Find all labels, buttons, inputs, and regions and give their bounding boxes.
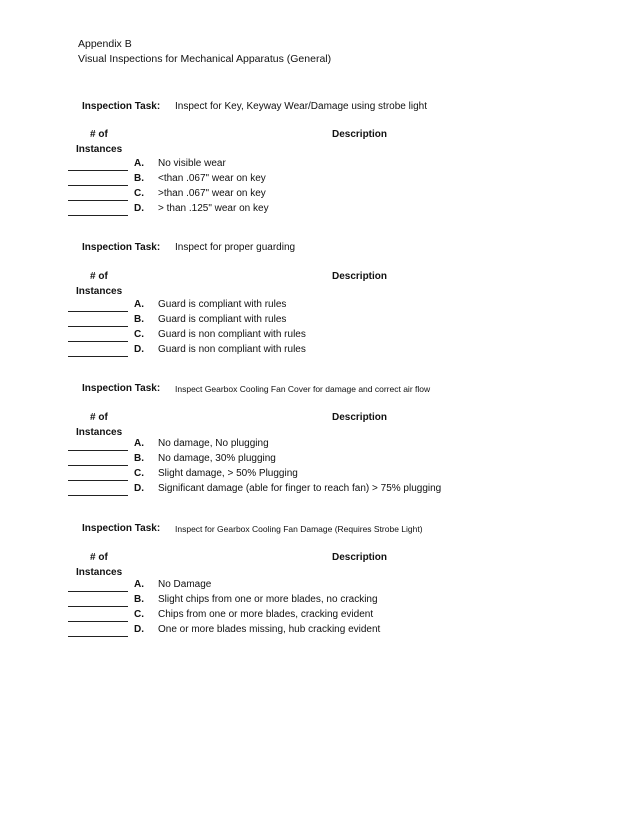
instance-count-blank[interactable] (68, 636, 128, 637)
option-text: <than .067" wear on key (158, 173, 266, 184)
instance-count-blank[interactable] (68, 185, 128, 186)
instance-count-blank[interactable] (68, 495, 128, 496)
option-text: No damage, 30% plugging (158, 453, 276, 464)
instance-count-blank[interactable] (68, 591, 128, 592)
option-text: Slight chips from one or more blades, no cracking (158, 594, 378, 605)
num-of-header: # of (90, 552, 108, 563)
option-letter: B. (134, 173, 144, 184)
num-of-header: # of (90, 129, 108, 140)
option-text: Guard is non compliant with rules (158, 329, 306, 340)
option-letter: D. (134, 624, 144, 635)
option-text: Slight damage, > 50% Plugging (158, 468, 298, 479)
option-text: >than .067" wear on key (158, 188, 266, 199)
option-text: > than .125" wear on key (158, 203, 269, 214)
instances-header: Instances (76, 144, 123, 155)
option-text: Chips from one or more blades, cracking evident (158, 609, 374, 620)
option-letter: D. (134, 483, 144, 494)
appendix-title: Appendix B (78, 38, 132, 50)
list-item (0, 158, 638, 173)
option-letter: C. (134, 329, 144, 340)
list-item (0, 344, 638, 359)
description-header: Description (332, 129, 388, 140)
document-title: Visual Inspections for Mechanical Apparatus (General) (78, 53, 332, 65)
option-text: No visible wear (158, 158, 226, 169)
list-item (0, 173, 638, 188)
description-header: Description (332, 271, 388, 282)
list-item (0, 624, 638, 639)
instance-count-blank[interactable] (68, 606, 128, 607)
option-letter: B. (134, 314, 144, 325)
task-description: Inspect Gearbox Cooling Fan Cover for damage and correct air flow (175, 384, 431, 394)
instance-count-blank[interactable] (68, 215, 128, 216)
num-of-header: # of (90, 412, 108, 423)
option-letter: C. (134, 609, 144, 620)
option-text: Guard is non compliant with rules (158, 344, 306, 355)
task-description: Inspect for Gearbox Cooling Fan Damage (Requires Strobe Light) (175, 524, 423, 534)
list-item (0, 438, 638, 453)
instance-count-blank[interactable] (68, 356, 128, 357)
instance-count-blank[interactable] (68, 341, 128, 342)
list-item (0, 609, 638, 624)
list-item (0, 483, 638, 498)
instance-count-blank[interactable] (68, 311, 128, 312)
option-letter: D. (134, 203, 144, 214)
task-label: Inspection Task: (82, 242, 161, 253)
task-label: Inspection Task: (82, 383, 161, 394)
option-letter: A. (134, 299, 144, 310)
list-item (0, 594, 638, 609)
instance-count-blank[interactable] (68, 200, 128, 201)
option-text: One or more blades missing, hub cracking evident (158, 624, 381, 635)
option-letter: B. (134, 453, 144, 464)
option-text: Guard is compliant with rules (158, 299, 287, 310)
list-item (0, 314, 638, 329)
document-header (78, 37, 331, 67)
option-letter: A. (134, 438, 144, 449)
instances-header: Instances (76, 427, 123, 438)
task-description: Inspect for proper guarding (175, 242, 296, 253)
option-letter: C. (134, 188, 144, 199)
list-item (0, 579, 638, 594)
instances-header: Instances (76, 286, 123, 297)
option-letter: B. (134, 594, 144, 605)
instance-count-blank[interactable] (68, 621, 128, 622)
list-item (0, 299, 638, 314)
description-header: Description (332, 552, 388, 563)
task-label: Inspection Task: (82, 101, 161, 112)
instance-count-blank[interactable] (68, 465, 128, 466)
instance-count-blank[interactable] (68, 480, 128, 481)
option-text: No Damage (158, 579, 212, 590)
list-item (0, 468, 638, 483)
option-letter: C. (134, 468, 144, 479)
option-text: No damage, No plugging (158, 438, 269, 449)
num-of-header: # of (90, 271, 108, 282)
option-letter: A. (134, 158, 144, 169)
list-item (0, 203, 638, 218)
task-label: Inspection Task: (82, 523, 161, 534)
option-letter: A. (134, 579, 144, 590)
list-item (0, 188, 638, 203)
instance-count-blank[interactable] (68, 450, 128, 451)
task-description: Inspect for Key, Keyway Wear/Damage using strobe light (175, 101, 427, 112)
instance-count-blank[interactable] (68, 326, 128, 327)
option-letter: D. (134, 344, 144, 355)
list-item (0, 329, 638, 344)
description-header: Description (332, 412, 388, 423)
list-item (0, 453, 638, 468)
option-text: Significant damage (able for finger to reach fan) > 75% plugging (158, 483, 442, 494)
option-text: Guard is compliant with rules (158, 314, 287, 325)
instances-header: Instances (76, 567, 123, 578)
instance-count-blank[interactable] (68, 170, 128, 171)
